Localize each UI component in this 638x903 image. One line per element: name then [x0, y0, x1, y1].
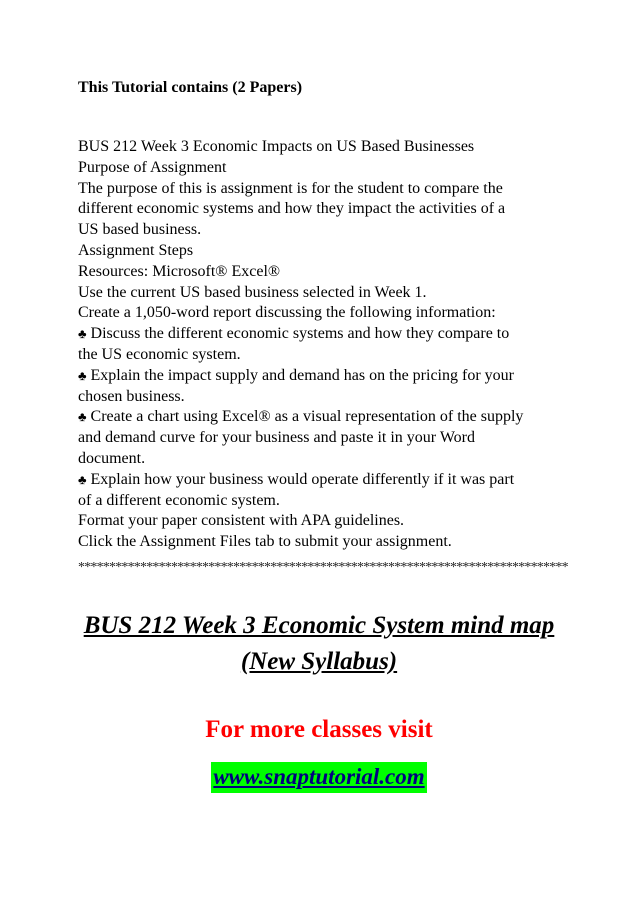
purpose-line: The purpose of this is assignment is for the student to compare the [78, 179, 503, 197]
purpose-label: Purpose of Assignment [78, 158, 227, 176]
club-bullet-icon: ♣ [78, 471, 87, 487]
bullet-item: ♣ Create a chart using Excel® as a visual representation of the supply [78, 408, 524, 426]
assignment-title: BUS 212 Week 3 Economic Impacts on US Based Businesses [78, 138, 475, 155]
format-line: Format your paper consistent with APA guidelines. [78, 512, 405, 530]
bullet-item: ♣ Discuss the different economic systems and how they compare to [78, 325, 510, 343]
create-report-line: Create a 1,050-word report discussing the following information: [78, 304, 496, 322]
use-business-line: Use the current US based business selected in Week 1. [78, 283, 427, 301]
bullet-continuation: chosen business. [78, 387, 185, 405]
bullet-item: ♣ Explain how your business would operate differently if it was part [78, 470, 515, 488]
bullet-continuation: and demand curve for your business and paste it in your Word [78, 429, 475, 447]
asterisk-separator: ******************************************************************************* [78, 560, 568, 575]
mind-map-title-line2: (New Syllabus) [240, 648, 398, 675]
website-link-container [0, 762, 638, 793]
club-bullet-icon: ♣ [78, 409, 87, 425]
bullet-item: ♣ Explain the impact supply and demand has on the pricing for your [78, 366, 514, 384]
bullet-continuation: document. [78, 449, 146, 467]
purpose-line: different economic systems and how they impact the activities of a [78, 200, 506, 218]
mind-map-title-line1: BUS 212 Week 3 Economic System mind map [83, 612, 555, 639]
assignment-body [78, 137, 578, 553]
more-classes-cta: For more classes visit [205, 716, 433, 743]
website-link[interactable]: www.snaptutorial.com [211, 762, 426, 793]
steps-label: Assignment Steps [78, 241, 194, 259]
purpose-line: US based business. [78, 221, 202, 239]
club-bullet-icon: ♣ [78, 367, 87, 383]
submit-line: Click the Assignment Files tab to submit your assignment. [78, 533, 452, 551]
club-bullet-icon: ♣ [78, 326, 87, 342]
resources-line: Resources: Microsoft® Excel® [78, 262, 281, 280]
tutorial-heading: This Tutorial contains (2 Papers) [78, 79, 303, 96]
bullet-continuation: of a different economic system. [78, 491, 280, 509]
bullet-continuation: the US economic system. [78, 345, 241, 363]
